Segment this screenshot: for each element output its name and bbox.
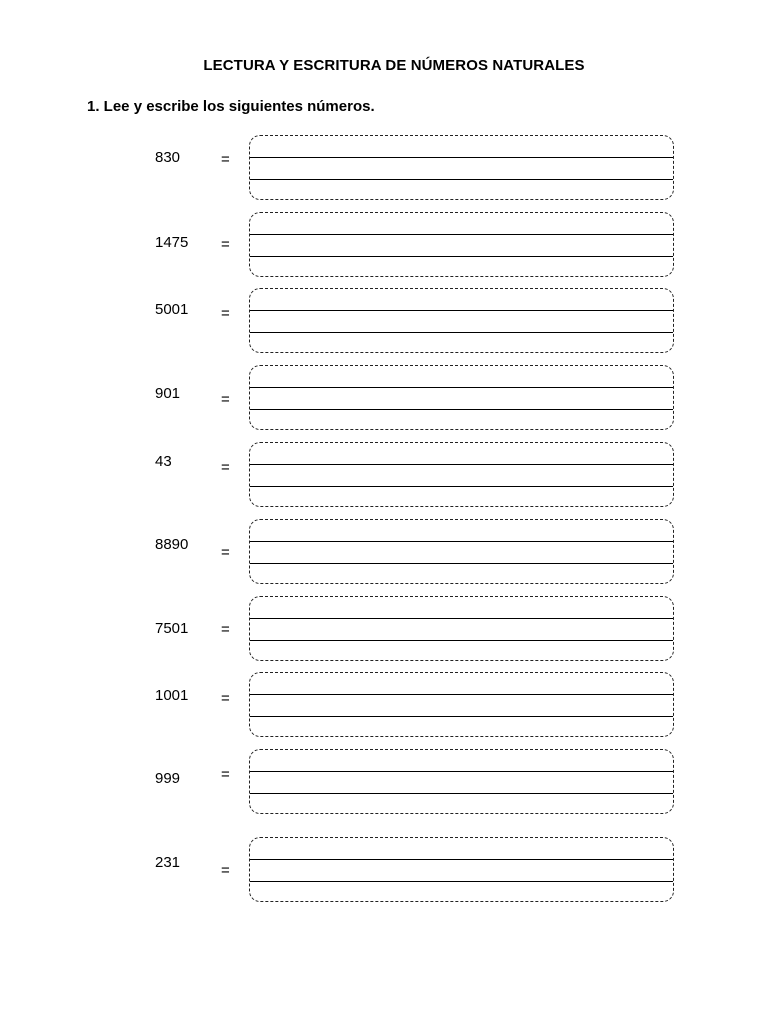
number-label: 43 [155,453,172,470]
page-title: LECTURA Y ESCRITURA DE NÚMEROS NATURALES [203,57,585,74]
number-label: 5001 [155,301,189,318]
writing-line [250,332,673,333]
equals-sign: = [221,236,230,253]
answer-box[interactable] [249,212,674,277]
answer-box[interactable] [249,135,674,200]
number-label: 1475 [155,234,189,251]
answer-box[interactable] [249,749,674,814]
number-label: 999 [155,770,181,787]
writing-line [250,464,673,465]
answer-box[interactable] [249,596,674,661]
writing-line [250,409,673,410]
equals-sign: = [221,544,230,561]
writing-line [250,310,673,311]
answer-box[interactable] [249,672,674,737]
number-label: 901 [155,385,181,402]
equals-sign: = [221,690,230,707]
writing-line [250,771,673,772]
writing-line [250,541,673,542]
exercise-row [0,596,768,664]
number-label: 7501 [155,620,189,637]
writing-line [250,793,673,794]
exercise-row [0,212,768,280]
exercise-instruction: 1. Lee y escribe los siguientes números. [87,98,375,115]
equals-sign: = [221,151,230,168]
equals-sign: = [221,391,230,408]
writing-line [250,234,673,235]
answer-box[interactable] [249,365,674,430]
number-label: 231 [155,854,181,871]
number-label: 830 [155,149,181,166]
writing-line [250,716,673,717]
answer-box[interactable] [249,519,674,584]
exercise-row [0,837,768,905]
writing-line [250,881,673,882]
writing-line [250,179,673,180]
equals-sign: = [221,459,230,476]
equals-sign: = [221,305,230,322]
exercise-row [0,519,768,587]
number-label: 1001 [155,687,189,704]
exercise-row [0,135,768,203]
equals-sign: = [221,621,230,638]
exercise-row [0,365,768,433]
writing-line [250,486,673,487]
answer-box[interactable] [249,442,674,507]
answer-box[interactable] [249,837,674,902]
writing-line [250,694,673,695]
answer-box[interactable] [249,288,674,353]
writing-line [250,157,673,158]
writing-line [250,859,673,860]
writing-line [250,640,673,641]
writing-line [250,256,673,257]
exercise-row [0,442,768,510]
exercise-row [0,288,768,356]
exercise-row [0,672,768,740]
equals-sign: = [221,766,230,783]
writing-line [250,618,673,619]
writing-line [250,387,673,388]
writing-line [250,563,673,564]
exercise-row [0,749,768,817]
equals-sign: = [221,862,230,879]
number-label: 8890 [155,536,189,553]
